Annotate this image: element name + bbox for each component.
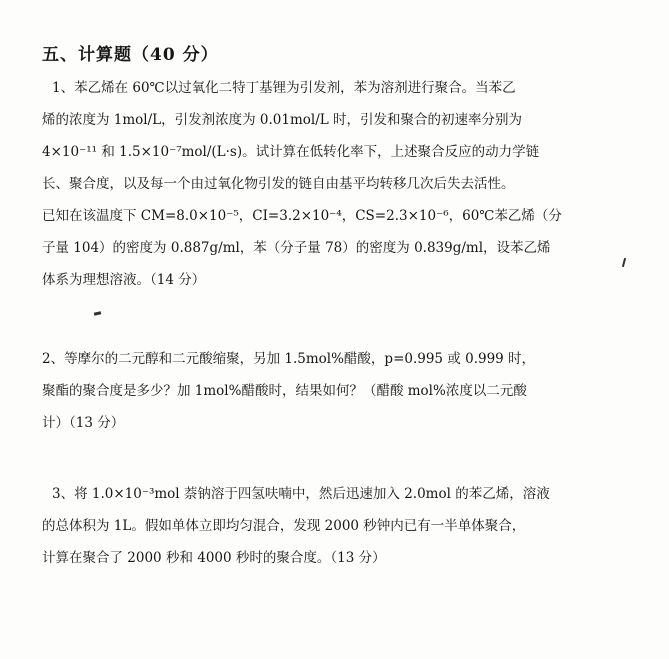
problem-text-line: 4×10⁻¹¹ 和 1.5×10⁻⁷mol/(L·s)。试计算在低转化率下，上述聚合反应的动力学链 bbox=[42, 144, 540, 160]
problem-text-line: 烯的浓度为 1mol/L，引发剂浓度为 0.01mol/L 时，引发和聚合的初速率分别为 bbox=[42, 112, 523, 128]
problem-text-line: 计算在聚合了 2000 秒和 4000 秒时的聚合度。（13 分） bbox=[42, 550, 386, 566]
problem-text-line: 长、聚合度，以及每一个由过氧化物引发的链自由基平均转移几次后失去活性。 bbox=[42, 176, 515, 192]
problem-text-line: 体系为理想溶液。（14 分） bbox=[42, 272, 206, 288]
problem-text-line: 的总体积为 1L。假如单体立即均匀混合，发现 2000 秒钟内已有一半单体聚合， bbox=[42, 518, 526, 534]
problem-text-line: 2、等摩尔的二元醇和二元酸缩聚，另加 1.5mol%醋酸，p=0.995 或 0.999 时， bbox=[42, 351, 536, 367]
problem-2 bbox=[42, 343, 642, 439]
ink-speck bbox=[94, 311, 101, 315]
problem-text-line: 3、将 1.0×10⁻³mol 萘钠溶于四氢呋喃中，然后迅速加入 2.0mol 的苯乙烯，溶液 bbox=[52, 486, 550, 502]
problem-text-line: 已知在该温度下 CM=8.0×10⁻⁵，CI=3.2×10⁻⁴，CS=2.3×10⁻⁶，60℃苯乙烯（分 bbox=[42, 208, 562, 224]
problem-text-line: 计）（13 分） bbox=[42, 415, 125, 431]
problem-text-line: 子量 104）的密度为 0.887g/ml，苯（分子量 78）的密度为 0.839g/ml，设苯乙烯 bbox=[42, 240, 551, 256]
section-title: 五、计算题（40 分） bbox=[42, 45, 219, 65]
problem-1 bbox=[42, 72, 642, 296]
problem-text-line: 1、苯乙烯在 60℃以过氧化二特丁基锂为引发剂，苯为溶剂进行聚合。当苯乙 bbox=[52, 80, 516, 96]
problem-3 bbox=[42, 478, 642, 574]
problem-text-line: 聚酯的聚合度是多少？加 1mol%醋酸时，结果如何？（醋酸 mol%浓度以二元酸 bbox=[42, 383, 527, 399]
